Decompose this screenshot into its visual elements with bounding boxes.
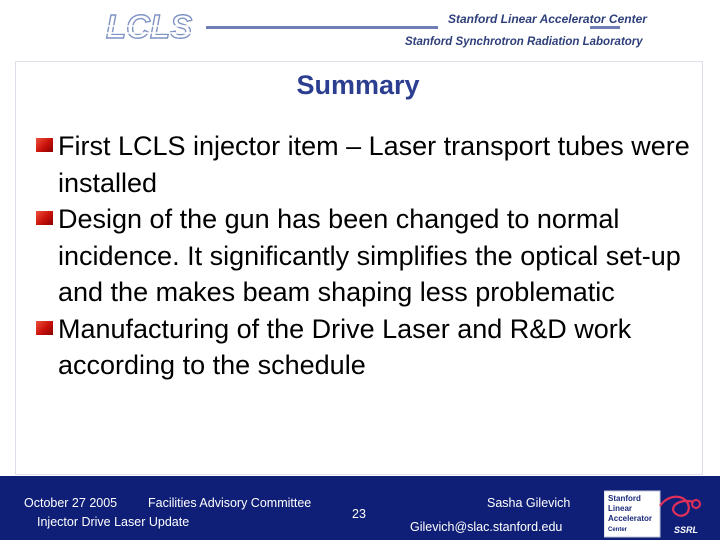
bullet-list	[36, 128, 696, 384]
footer-date: October 27 2005	[24, 496, 118, 510]
header	[0, 0, 720, 56]
bullet-item	[36, 201, 696, 311]
header-rule-left	[206, 26, 438, 29]
bullet-text: Manufacturing of the Drive Laser and R&D work according to the schedule	[58, 313, 632, 380]
footer	[0, 476, 720, 540]
footer-committee: Facilities Advisory Committee	[148, 496, 312, 510]
presenter-email: Gilevich@slac.stanford.edu	[410, 520, 563, 534]
lcls-logo	[104, 8, 204, 50]
content-box	[16, 62, 702, 474]
ssrl-badge: SSRL	[674, 525, 699, 535]
bullet-text: Design of the gun has been changed to normal incidence. It significantly simplifies the optical set-up and the makes beam shaping less problematic	[58, 204, 681, 307]
slac-ssrl-logo	[604, 490, 710, 538]
lab-name-slac: Stanford Linear Accelerator Center	[448, 12, 647, 26]
bullet-marker-icon	[36, 321, 53, 335]
logo-line: Center	[608, 527, 628, 533]
lcls-logo-text: LCLS	[106, 8, 193, 45]
bullet-marker-icon	[36, 211, 53, 225]
bullet-text: First LCLS injector item – Laser transport tubes were installed	[58, 131, 690, 198]
presenter-name: Sasha Gilevich	[487, 496, 571, 510]
page-number: 23	[352, 507, 366, 521]
logo-line: Stanford	[608, 494, 641, 503]
slide-title: Summary	[296, 70, 420, 100]
bullet-item	[36, 311, 696, 384]
header-rule-right	[590, 26, 620, 29]
logo-line: Accelerator	[608, 514, 653, 523]
bullet-item	[36, 128, 696, 201]
bullet-marker-icon	[36, 138, 53, 152]
logo-line: Linear	[608, 504, 633, 513]
footer-subtitle: Injector Drive Laser Update	[37, 515, 190, 529]
lab-name-ssrl: Stanford Synchrotron Radiation Laboratory	[405, 36, 643, 48]
